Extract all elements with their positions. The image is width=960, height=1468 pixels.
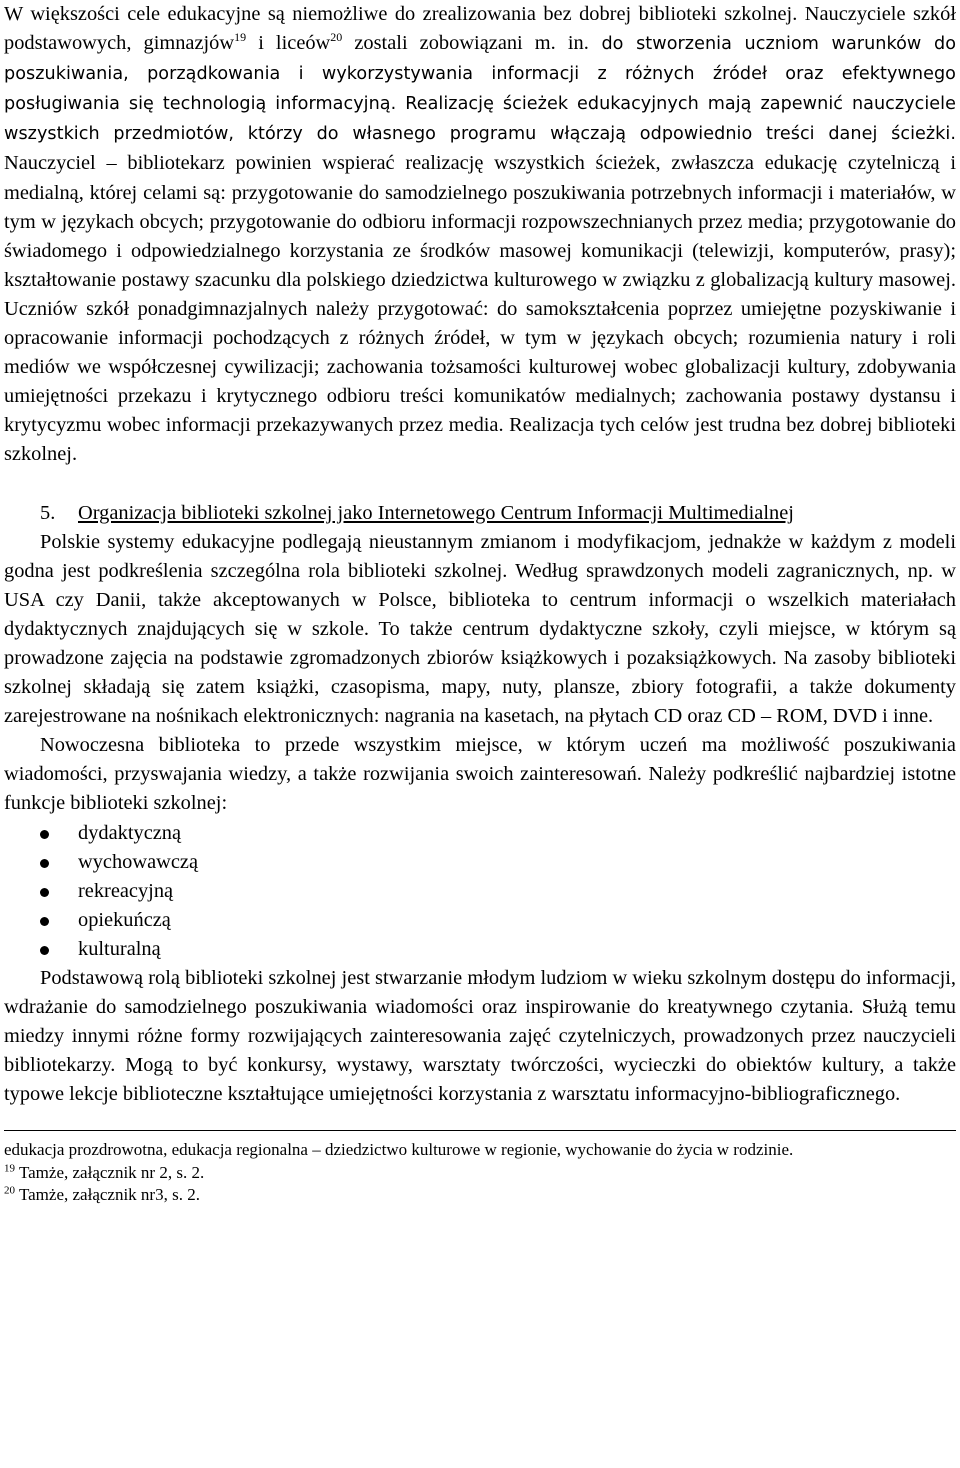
bullet-icon: [40, 917, 49, 926]
bullet-icon: [40, 888, 49, 897]
function-label: kulturalną: [78, 937, 161, 960]
intro-text-5: Nauczyciel – bibliotekarz powinien wspierać realizację wszystkich ścieżek, zwłaszcza edukację czytelniczą i medialną, której celami są: przygotowanie do samodzielnego poszukiwania potrzebnych informacji i materiałów, w tym w językach obcych; przygotowanie do odbioru informacji rozpowszechnianych przez media; przygotowanie do świadomego i odpowiedzialnego korzystania ze środków masowej komunikacji (telewizji, komputerów, prasy); kształtowanie postawy szacunku dla polskiego dziedzictwa kulturowego w związku z globalizacją kultury masowej. Uczniów szkół ponadgimnazjalnych należy przygotować: do samokształcenia poprzez umiejętne pozyskiwanie i opracowanie informacji pochodzących z różnych źródeł, w tym w językach obcych; rozumienia natury i roli mediów we współczesnej cywilizacji; zachowania tożsamości kulturowej wobec globalizacji kultury, zdobywania umiejętności przekazu i krytycznego odbioru treści komunikatów medialnych; zachowania postawy dystansu i krytycyzmu wobec informacji przekazywanych przez media. Realizacja tych celów jest trudna bez dobrej biblioteki szkolnej.: [4, 152, 956, 466]
footnote-19-text: Tamże, załącznik nr 2, s. 2.: [15, 1162, 205, 1182]
paragraph-intro: [4, 0, 956, 470]
intro-text-4: do stworzenia uczniom warunków do poszukiwania, porządkowania i wykorzystywania informacji z różnych źródeł oraz efektywnego posługiwania się technologią informacyjną. Realizację ścieżek edukacyjnych mają zapewnić nauczyciele wszystkich przedmiotów, którzy do własnego programu włączają odpowiednio treści danej ścieżki.: [4, 34, 957, 145]
list-item: [4, 819, 956, 848]
footnote-ref-19[interactable]: 19: [234, 30, 247, 45]
bullet-icon: [40, 830, 49, 839]
functions-list: [4, 819, 956, 964]
list-item: [4, 848, 956, 877]
footnote-19: [4, 1162, 956, 1185]
footnote-continuation: edukacja prozdrowotna, edukacja regionalna – dziedzictwo kulturowe w regionie, wychowanie do życia w rodzinie.: [4, 1140, 794, 1160]
function-label: dydaktyczną: [78, 821, 182, 844]
document-page: [4, 0, 956, 1207]
paragraph-modern-library: Nowoczesna biblioteka to przede wszystkim miejsce, w którym uczeń ma możliwość poszukiwania wiadomości, przyswajania wiedzy, a także rozwijania swoich zainteresowań. Należy podkreślić najbardziej istotne funkcje biblioteki szkolnej:: [4, 734, 956, 815]
function-label: opiekuńczą: [78, 908, 171, 931]
function-label: rekreacyjną: [78, 879, 174, 902]
footnote-mark-19: 19: [4, 1162, 15, 1175]
footnote-separator: [4, 1130, 956, 1131]
bullet-icon: [40, 946, 49, 955]
bullet-icon: [40, 859, 49, 868]
list-item: [4, 877, 956, 906]
footnote-20: [4, 1184, 956, 1207]
section-title: Organizacja biblioteki szkolnej jako Internetowego Centrum Informacji Multimedialnej: [78, 501, 794, 524]
function-label: wychowawczą: [78, 850, 199, 873]
section-number: 5.: [40, 501, 56, 524]
list-item: [4, 935, 956, 964]
footnote-ref-20[interactable]: 20: [330, 30, 343, 45]
intro-text-2: i liceów: [246, 32, 331, 55]
section-heading: [4, 499, 956, 528]
intro-text-3: zostali zobowiązani m. in.: [342, 32, 589, 55]
footnote-20-text: Tamże, załącznik nr3, s. 2.: [15, 1185, 200, 1205]
footnote-mark-20: 20: [4, 1184, 15, 1197]
intro-text-1: W większości cele edukacyjne są niemożliwe do zrealizowania bez dobrej biblioteki szkolnej. Nauczyciele szkół podstawowych, gimnazjów: [4, 3, 956, 55]
paragraph-role: Podstawową rolą biblioteki szkolnej jest stwarzanie młodym ludziom w wieku szkolnym dostępu do informacji, wdrażanie do samodzielnego poszukiwania wiadomości oraz inspirowanie do kreatywnego czytania. Służą temu miedzy innymi różne formy rozwijających zainteresowania zajęć czytelniczych, prowadzonych przez nauczycieli bibliotekarzy. Mogą to być konkursy, wystawy, warsztaty twórczości, wycieczki do obiektów kultury, a także typowe lekcje biblioteczne kształtujące umiejętności korzystania z warsztatu informacyjno-bibliograficznego.: [4, 967, 956, 1106]
paragraph-systems: Polskie systemy edukacyjne podlegają nieustannym zmianom i modyfikacjom, jednakże w każdym z modeli godna jest podkreślenia szczególna rola biblioteki szkolnej. Według sprawdzonych modeli zagranicznych, np. w USA czy Danii, także akceptowanych w Polsce, biblioteka to centrum informacji o wszelkich materiałach dydaktycznych znajdujących się w szkole. To także centrum dydaktyczne szkoły, czyli miejsce, w którym są prowadzone zajęcia na podstawie zgromadzonych zbiorów książkowych i pozaksiążkowych. Na zasoby biblioteki szkolnej składają się zatem książki, czasopisma, mapy, nuty, plansze, zbiory fotografii, a także dokumenty zarejestrowane na nośnikach elektronicznych: nagrania na kasetach, na płytach CD oraz CD – ROM, DVD i inne.: [4, 530, 956, 728]
list-item: [4, 906, 956, 935]
